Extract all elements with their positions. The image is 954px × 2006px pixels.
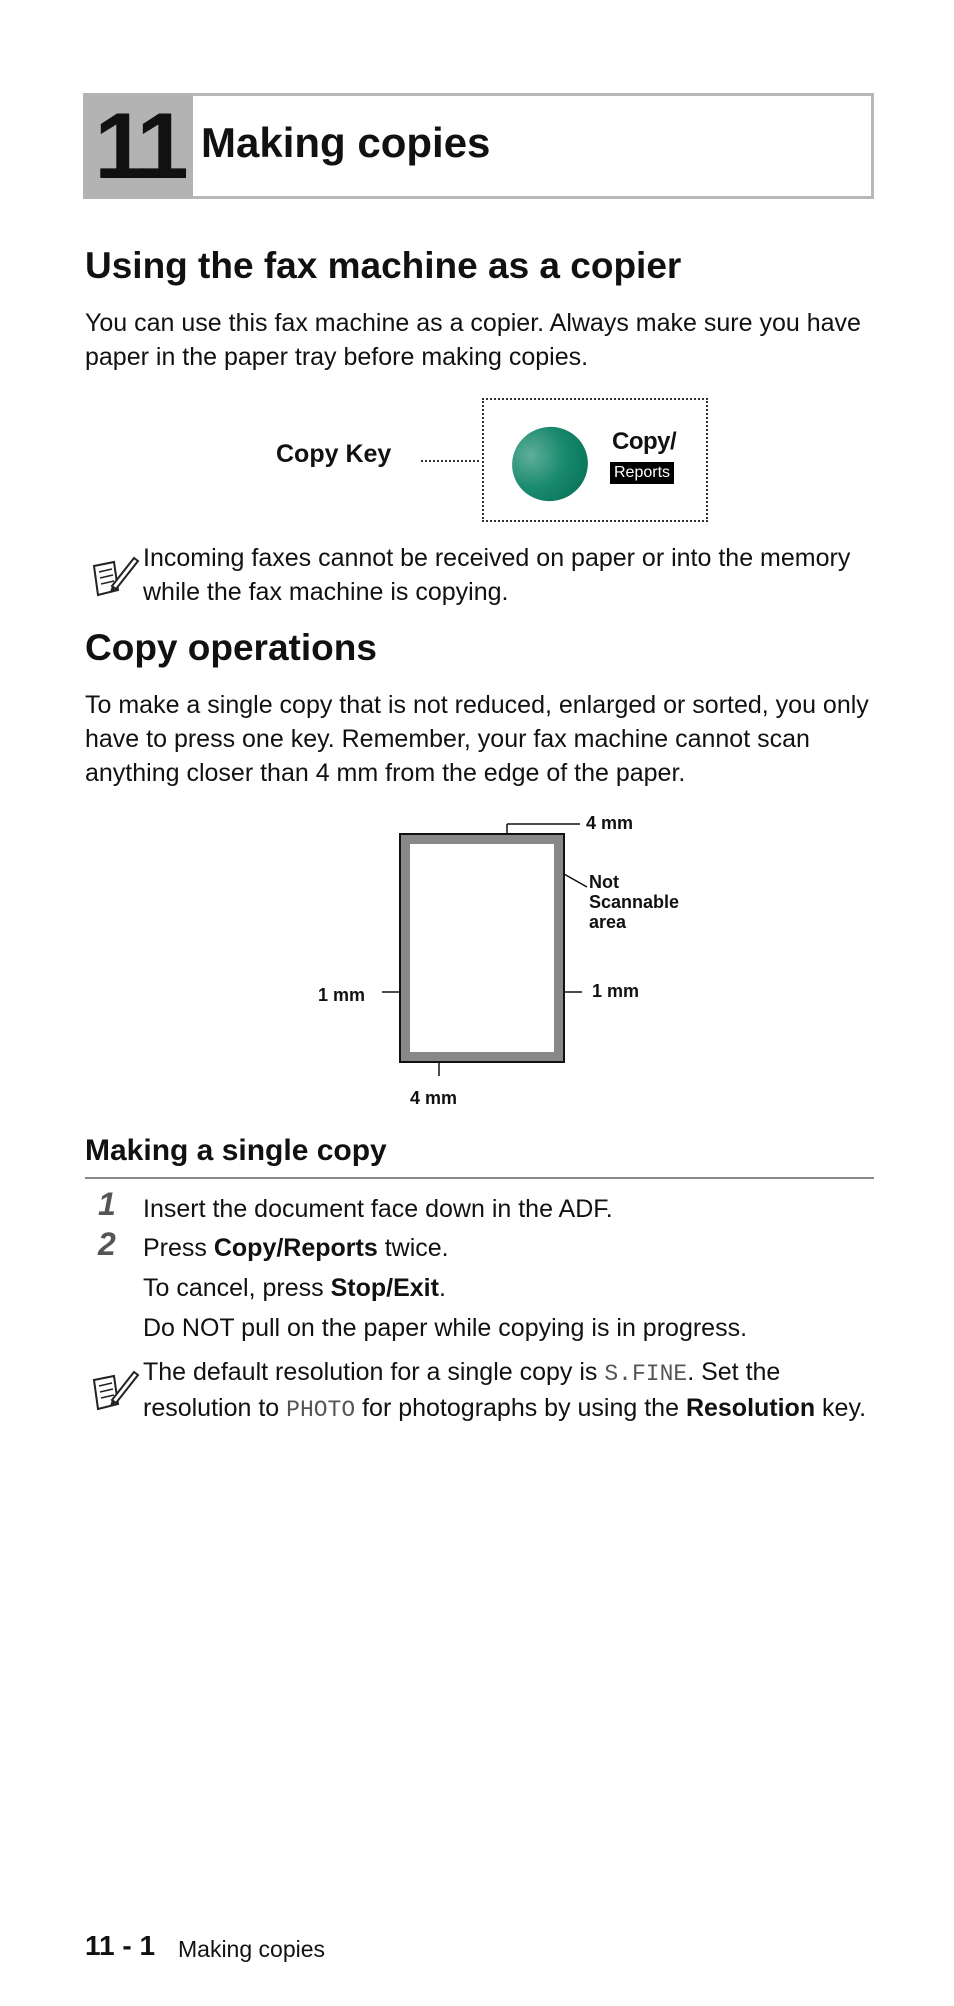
not-scannable-label-2: Scannable [589,892,680,912]
chapter-number: 11 [94,93,184,198]
note2-text-1: The default resolution for a single copy is [143,1358,605,1386]
step-number: 2 [98,1226,116,1262]
note2-text-2: . Set the resolution to [143,1358,781,1422]
note2-text-3: for photographs by using the [355,1394,686,1422]
copy-key-leader-line [421,460,479,462]
chapter-title: Making copies [201,119,491,166]
chapter-number-box [83,93,193,199]
subsection-heading-single-copy: Making a single copy [85,1134,387,1167]
copy-key-text: Copy/ [612,428,677,455]
copy-key-figure [482,398,708,522]
note-incoming-faxes: Incoming faxes cannot be received on paper or into the memory while the fax machine is copying. [143,544,851,606]
section-body-copier: You can use this fax machine as a copier. Always make sure you have paper in the paper tray before making copies. [85,309,861,371]
note-pencil-icon [90,1366,140,1414]
note-default-resolution [143,1355,883,1427]
step-text [143,1232,449,1264]
step-warning-text: Do NOT pull on the paper while copying is in progress. [143,1314,748,1342]
note2-text-4: key. [815,1394,867,1422]
sfine-display-text: S.FINE [604,1361,688,1387]
scan-area-diagram [300,810,720,1110]
cancel-text-post: . [438,1274,446,1302]
note-pencil-icon [90,552,140,600]
copy-key-label: Copy Key [276,440,392,468]
photo-display-text: PHOTO [286,1397,356,1423]
top-margin-label: 4 mm [586,813,634,833]
step-number: 1 [98,1186,116,1222]
stop-exit-key-name: Stop/Exit [330,1274,439,1302]
copy-reports-key-name: Copy/Reports [213,1234,378,1262]
not-scannable-label-3: area [589,912,627,932]
step-cancel-text [143,1272,446,1304]
section-divider [85,1177,874,1179]
bottom-margin-label: 4 mm [410,1088,458,1108]
section-heading-copier: Using the fax machine as a copier [85,245,682,286]
footer-page-number: 11 - 1 [85,1930,156,1961]
resolution-key-name: Resolution [685,1394,816,1422]
cancel-text-pre: To cancel, press [143,1274,331,1302]
step-text-post: twice. [377,1234,449,1262]
step-text: Insert the document face down in the ADF. [143,1195,613,1223]
copy-key-reports-badge: Reports [610,462,674,484]
footer-chapter-title: Making copies [178,1936,326,1962]
chapter-header [83,93,874,199]
copy-key-button-icon [502,416,599,512]
left-margin-label: 1 mm [318,985,366,1005]
right-margin-label: 1 mm [592,981,640,1001]
section-body-copy-operations: To make a single copy that is not reduced, enlarged or sorted, you only have to press one key. Remember, your fax machine cannot scan anything closer than 4 mm from the edge of the paper. [85,691,869,787]
step-text-pre: Press [143,1234,214,1262]
section-heading-copy-operations: Copy operations [85,627,377,668]
scannable-area [410,844,554,1052]
not-scannable-label-1: Not [589,872,619,892]
